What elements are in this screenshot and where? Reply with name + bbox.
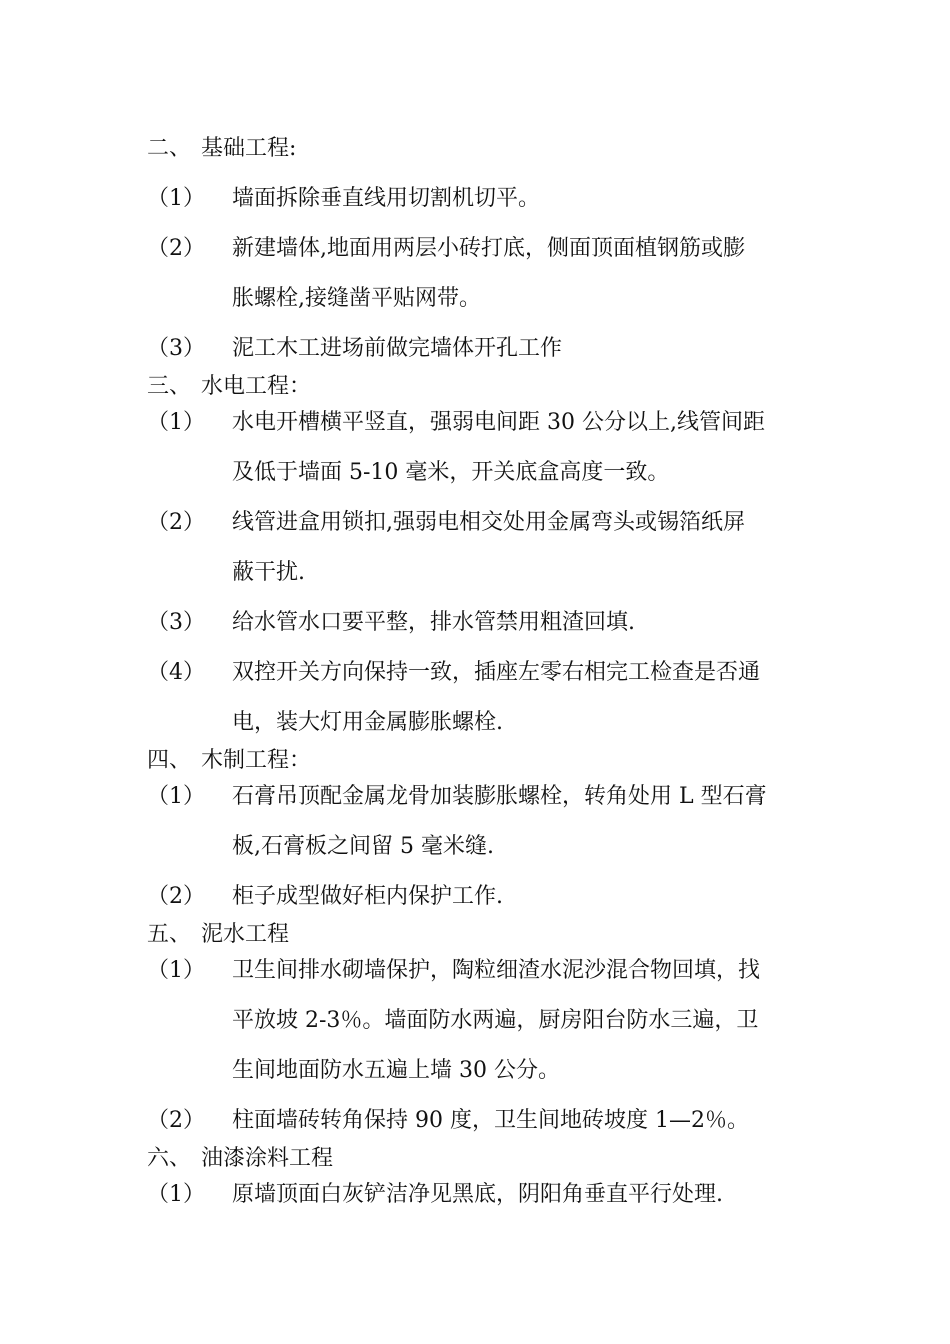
section-number: 三、 xyxy=(147,374,192,399)
item-text-line: 墙面拆除垂直线用切割机切平。 xyxy=(232,186,541,211)
item-text-line: 卫生间排水砌墙保护，陶粒细渣水泥沙混合物回填，找 xyxy=(232,958,761,983)
item-text-line: 双控开关方向保持一致，插座左零右相完工检查是否通 xyxy=(232,660,761,685)
section-number: 四、 xyxy=(147,748,192,773)
item-number: （1） xyxy=(147,958,205,983)
list-item xyxy=(147,782,827,862)
section-heading xyxy=(147,372,311,402)
item-text-line: 柱面墙砖转角保持 90 度，卫生间地砖坡度 1—2％。 xyxy=(232,1108,749,1133)
list-item xyxy=(147,508,827,588)
list-item xyxy=(147,658,827,738)
item-text-line: 电，装大灯用金属膨胀螺栓. xyxy=(232,710,503,735)
item-text-line: 蔽干扰. xyxy=(232,560,305,585)
item-text-line: 板,石膏板之间留 5 毫米缝. xyxy=(232,834,494,859)
item-number: （2） xyxy=(147,1108,205,1133)
item-text-line: 生间地面防水五遍上墙 30 公分。 xyxy=(232,1058,560,1083)
list-item xyxy=(147,1180,827,1210)
item-number: （3） xyxy=(147,610,205,635)
item-number: （3） xyxy=(147,336,205,361)
item-number: （1） xyxy=(147,1182,205,1207)
section-heading xyxy=(147,1144,333,1174)
section-title: 木制工程： xyxy=(201,748,312,773)
item-text-line: 平放坡 2-3％。墙面防水两遍，厨房阳台防水三遍，卫 xyxy=(232,1008,759,1033)
item-text-line: 石膏吊顶配金属龙骨加装膨胀螺栓，转角处用 L 型石膏 xyxy=(232,784,767,809)
section-title: 水电工程： xyxy=(201,374,312,399)
section-title: 油漆涂料工程 xyxy=(201,1146,334,1171)
item-number: （1） xyxy=(147,410,205,435)
item-text-line: 线管进盒用锁扣,强弱电相交处用金属弯头或锡箔纸屏 xyxy=(232,510,745,535)
item-number: （1） xyxy=(147,186,205,211)
item-text-line: 柜子成型做好柜内保护工作. xyxy=(232,884,503,909)
item-number: （1） xyxy=(147,784,205,809)
section-title: 基础工程: xyxy=(201,136,297,161)
list-item xyxy=(147,956,827,1086)
item-number: （4） xyxy=(147,660,205,685)
list-item xyxy=(147,1106,827,1136)
item-text-line: 原墙顶面白灰铲洁净见黑底，阴阳角垂直平行处理. xyxy=(232,1182,723,1207)
list-item xyxy=(147,234,827,314)
list-item xyxy=(147,882,827,912)
item-number: （2） xyxy=(147,236,205,261)
list-item xyxy=(147,408,827,488)
item-text-line: 给水管水口要平整，排水管禁用粗渣回填. xyxy=(232,610,635,635)
section-number: 五、 xyxy=(147,922,192,947)
section-number: 二、 xyxy=(147,136,192,161)
section-heading xyxy=(147,134,296,164)
section-title: 泥水工程 xyxy=(201,922,290,947)
item-text-line: 水电开槽横平竖直，强弱电间距 30 公分以上,线管间距 xyxy=(232,410,765,435)
section-heading xyxy=(147,746,311,776)
item-number: （2） xyxy=(147,884,205,909)
item-text-line: 胀螺栓,接缝凿平贴网带。 xyxy=(232,286,481,311)
section-heading xyxy=(147,920,289,950)
item-text-line: 泥工木工进场前做完墙体开孔工作 xyxy=(232,336,563,361)
list-item xyxy=(147,184,827,214)
list-item xyxy=(147,608,827,638)
item-number: （2） xyxy=(147,510,205,535)
item-text-line: 及低于墙面 5-10 毫米，开关底盒高度一致。 xyxy=(232,460,670,485)
item-text-line: 新建墙体,地面用两层小砖打底，侧面顶面植钢筋或膨 xyxy=(232,236,745,261)
list-item xyxy=(147,334,827,364)
section-number: 六、 xyxy=(147,1146,192,1171)
